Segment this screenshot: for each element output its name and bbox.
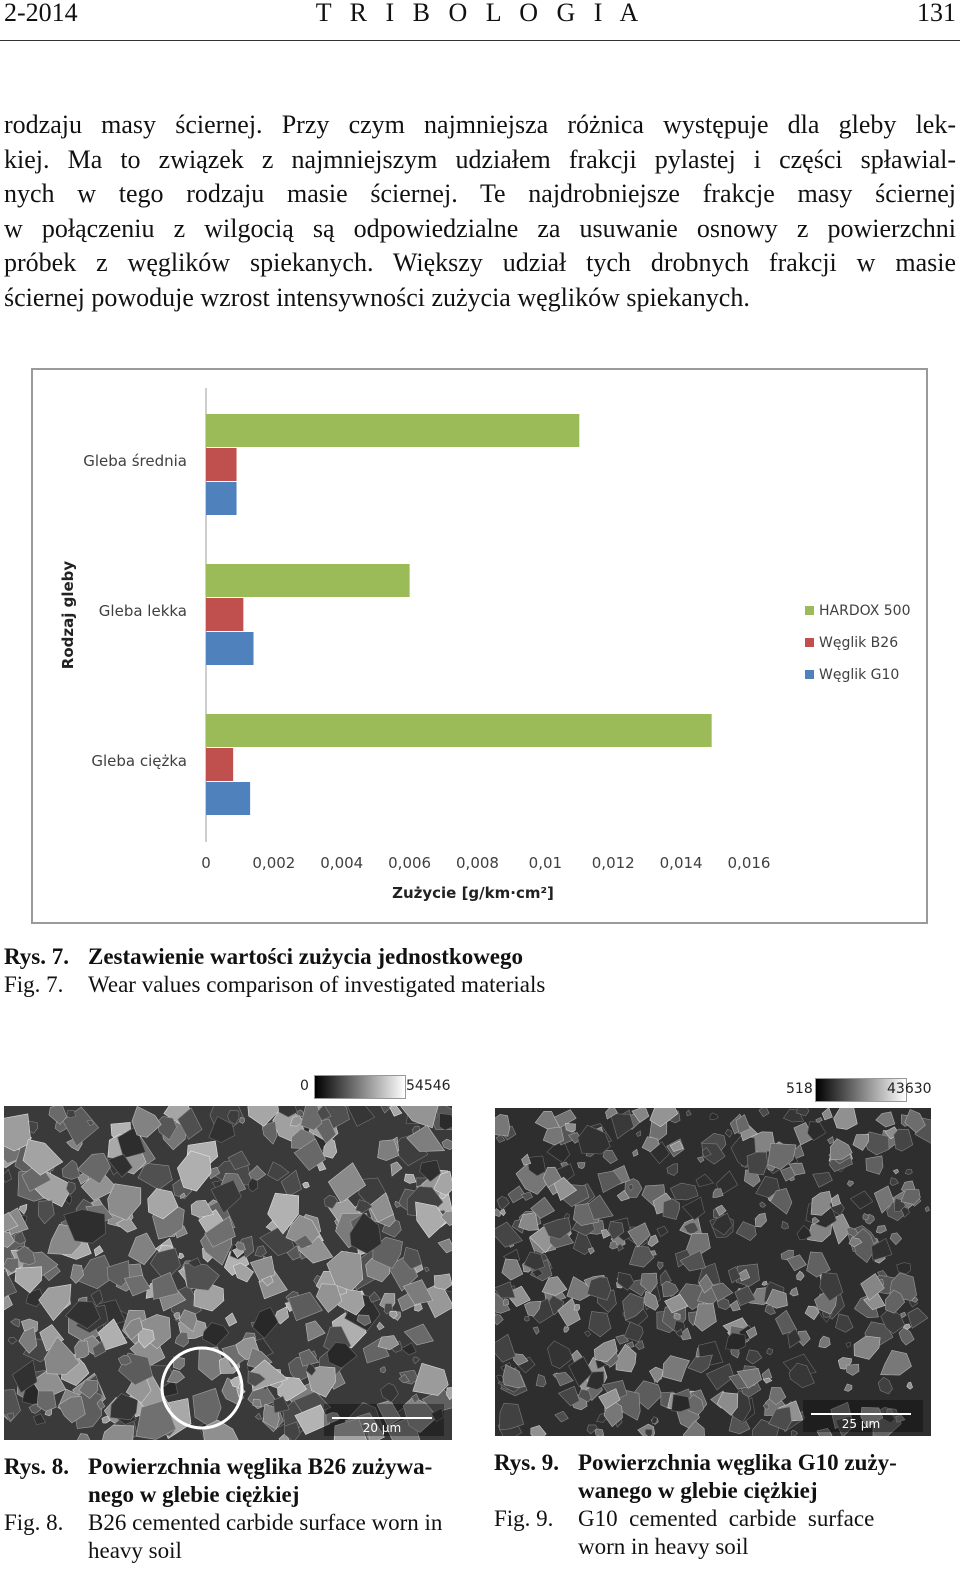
right-intensity-legend [786,1081,813,1097]
fig7-fig-label: Fig. 7. [4,972,64,997]
bar-w-glik-b26-0 [206,448,237,481]
body-line: kiej. Ma to związek z najmniejszym udziałem frakcji pylastej i części spławial- [4,144,956,174]
wear-chart [31,368,928,924]
fig8-fig-label: Fig. 8. [4,1510,64,1535]
issue-number: 2-2014 [4,0,78,27]
x-tick-label: 0,006 [388,854,432,872]
grain [524,1316,529,1321]
grain [495,1115,510,1137]
fig8-caption [4,1453,470,1565]
legend-label: Węglik G10 [819,667,900,683]
bar-hardox-500-2 [206,714,712,747]
x-tick-label: 0,008 [456,854,499,872]
legend-label: HARDOX 500 [819,603,911,619]
fig8-fig-text-1: B26 cemented carbide surface worn in [88,1510,443,1535]
fig9-rys-text-1: Powierzchnia węglika G10 zuży- [578,1450,897,1475]
left-scale-max-wrap [406,1078,451,1094]
fig7-rys-label: Rys. 7. [4,944,70,969]
micrograph-b26-image [4,1106,452,1440]
bar-w-glik-g10-1 [206,632,254,665]
category-label: Gleba średnia [83,452,187,470]
bar-hardox-500-0 [206,414,579,447]
page-header [0,0,960,41]
chart-canvas [33,370,926,922]
x-tick-label: 0,012 [591,854,635,872]
fig8-rys-text-1: Powierzchnia węglika B26 zużywa- [88,1454,433,1479]
x-tick-label: 0,004 [320,854,364,872]
micrograph-g10-image [495,1108,931,1436]
body-line: rodzaju masy ściernej. Przy czym najmniejsza różnica występuje dla gleby lek- [4,110,956,139]
left-intensity-legend [300,1078,309,1094]
grain [253,1399,262,1407]
bar-w-glik-g10-0 [206,482,237,515]
grain [240,1117,245,1123]
fig8-rys-label: Rys. 8. [4,1454,70,1479]
journal-title: T R I B O L O G I A [315,0,645,27]
fig9-fig-label: Fig. 9. [494,1506,554,1531]
x-tick-label: 0,002 [252,854,296,872]
bar-w-glik-g10-2 [206,782,250,815]
scalebar-label: 20 µm [362,1421,402,1435]
body-line: nych w tego rodzaju masie ściernej. Te najdrobniejsze frakcje masy ściernej [4,179,956,208]
legend-swatch [805,606,814,615]
category-label: Gleba ciężka [91,752,187,770]
fig9-rys-text-2: wanego w glebie ciężkiej [578,1478,818,1503]
x-tick-label: 0,01 [528,854,563,872]
scalebar-label: 25 µm [841,1417,881,1431]
x-axis-title: Zużycie [g/km·cm²] [392,884,554,902]
grain [504,1299,509,1306]
fig9-caption [494,1449,934,1561]
grain [663,1199,680,1220]
fig7-caption [4,943,545,999]
left-scale-max: 54546 [406,1078,451,1094]
body-line: ściernej powoduje wzrost intensywności zużycia węglików spiekanych. [4,282,750,312]
legend-label: Węglik B26 [819,635,899,651]
right-scale-max-wrap [887,1081,932,1097]
fig8-rys-text-2: nego w glebie ciężkiej [88,1482,300,1507]
grain [747,1152,768,1175]
bar-w-glik-b26-1 [206,598,243,631]
fig8-fig-text-2: heavy soil [88,1538,182,1563]
x-tick-label: 0,016 [727,854,771,872]
bar-hardox-500-1 [206,564,410,597]
grain [672,1394,691,1411]
fig7-fig-text: Wear values comparison of investigated materials [88,972,546,997]
fig7-rys-text: Zestawienie wartości zużycia jednostkowego [88,944,524,969]
page-number: 131 [917,0,956,27]
micrograph-g10 [495,1108,931,1436]
micrograph-b26 [4,1106,452,1440]
body-line: w połączeniu z wilgocią są odpowiedzialne za usuwanie osnowy z powierzchni [4,213,956,243]
left-scale-min: 0 [300,1078,309,1094]
right-scale-min: 518 [786,1081,813,1097]
x-tick-label: 0,014 [659,854,703,872]
category-label: Gleba lekka [98,602,187,620]
right-scale-max: 43630 [887,1081,932,1097]
body-paragraph [4,108,956,315]
y-axis-title: Rodzaj gleby [59,560,77,670]
fig9-fig-text-1: G10 cemented carbide surface [578,1506,875,1531]
body-line: próbek z węglików spiekanych. Większy udział tych drobnych frakcji w masie [4,248,956,277]
grain [67,1111,76,1118]
grain [439,1114,452,1131]
grain [674,1313,680,1320]
bar-w-glik-b26-2 [206,748,233,781]
legend-swatch [805,670,814,679]
grain [595,1429,604,1436]
left-gradient-bar [314,1075,406,1099]
x-tick-label: 0 [201,854,211,872]
fig9-rys-label: Rys. 9. [494,1450,560,1475]
legend-swatch [805,638,814,647]
fig9-fig-text-2: worn in heavy soil [578,1534,749,1559]
